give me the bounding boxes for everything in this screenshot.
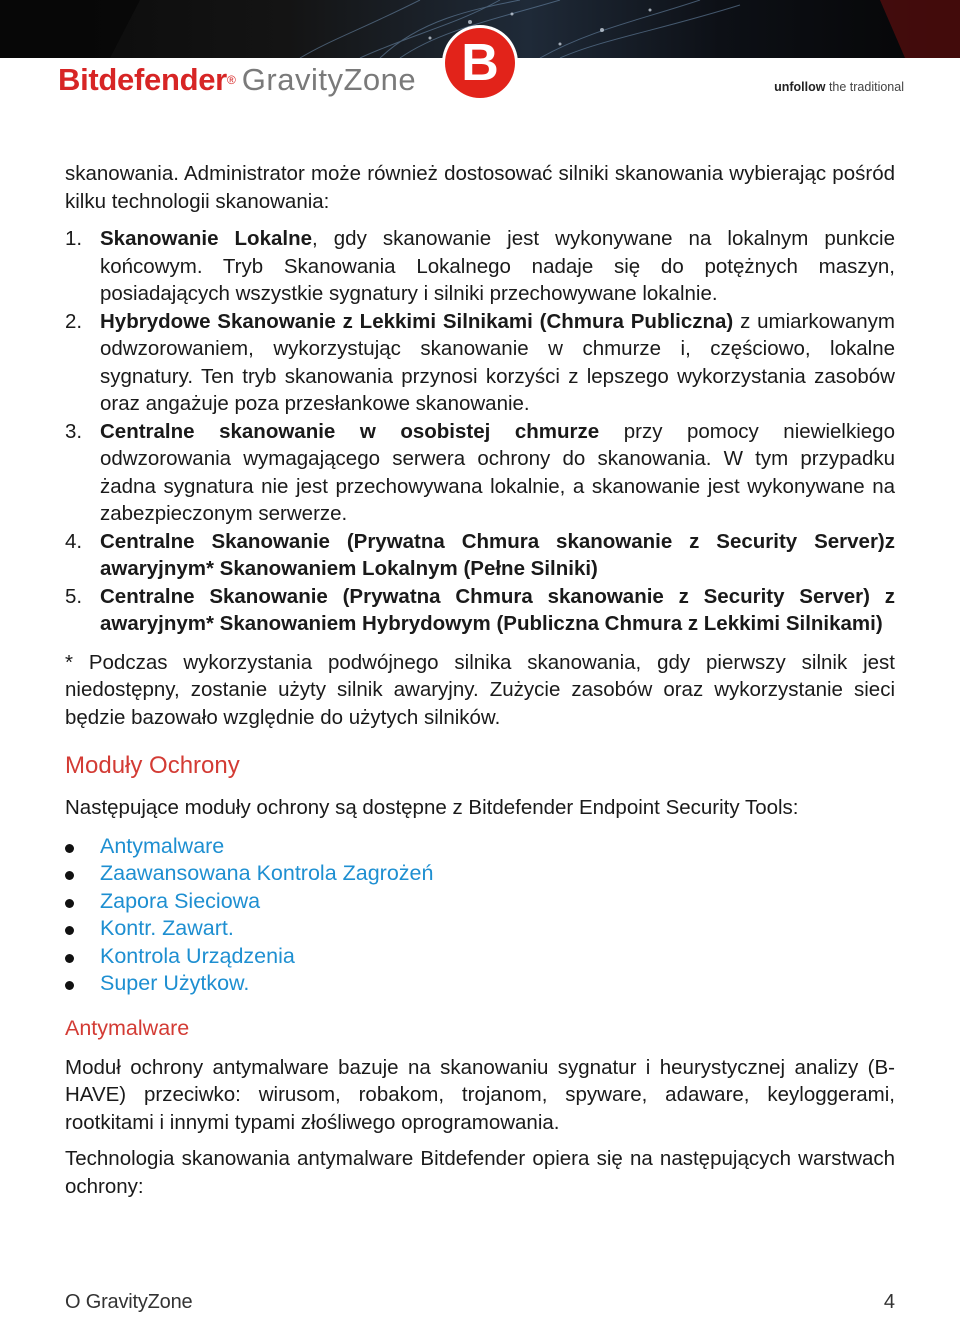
bullet-icon [65, 981, 74, 990]
module-link-firewall[interactable]: Zapora Sieciowa [100, 888, 261, 913]
list-item [65, 418, 895, 528]
list-item [65, 915, 895, 943]
item-number: 2. [65, 309, 83, 333]
item-bold: Centralne skanowanie w osobistej chmurze [100, 419, 600, 443]
tagline [774, 80, 904, 94]
list-item [65, 528, 895, 583]
bullet-icon [65, 899, 74, 908]
antimalware-paragraph: Moduł ochrony antymalware bazuje na skanowaniu sygnatur i heurystycznej analizy (B-HAVE) przeciwko: wirusom, robakom, trojanom, spyware, adaware, keyloggerami, rootkitami i innymi typami złośliwego oprogramowania. [65, 1055, 895, 1134]
antimalware-layers-paragraph: Technologia skanowania antymalware Bitdefender opiera się na następujących warstwach ochrony: [65, 1147, 895, 1198]
product-name: GravityZone [241, 62, 417, 97]
tagline-bold: unfollow [774, 80, 826, 94]
bullet-icon [65, 926, 74, 935]
module-link-content-control[interactable]: Kontr. Zawart. [100, 916, 234, 940]
tagline-rest: the traditional [825, 80, 904, 94]
scan-technologies-list [65, 225, 895, 638]
modules-list [65, 833, 895, 998]
item-text: , gdy skanowanie jest wykonywane na lokalnym punkcie końcowym. Tryb Skanowania Lokalnego nadaje się do potężnych maszyn, posiadających wszystkie sygnatury i silniki przechowywane lokalnie. [100, 227, 896, 305]
bullet-icon [65, 954, 74, 963]
bullet-icon [65, 871, 74, 880]
brand-name: Bitdefender [58, 62, 227, 97]
list-item [65, 308, 895, 418]
main-content [65, 160, 895, 1200]
module-link-antymalware[interactable]: Antymalware [100, 833, 225, 858]
list-item [65, 943, 895, 971]
item-text: przy pomocy niewielkiego odwzorowania wymagającego serwera ochrony do skanowania. W tym przypadku żadna sygnatura nie jest przechowywana lokalnie, a skanowanie jest wykonywane na zabezpieczonym serwerze. [100, 419, 895, 525]
module-link-advanced-threat-control[interactable]: Zaawansowana Kontrola Zagrożeń [100, 861, 434, 885]
intro-paragraph: skanowania. Administrator może również dostosować silniki skanowania wybierając pośród kilku technologii skanowania: [65, 162, 895, 213]
page-header [0, 34, 960, 112]
item-bold: Centralne Skanowanie (Prywatna Chmura skanowanie z Security Server)z awaryjnym* Skanowaniem Lokalnym (Pełne Silniki) [100, 529, 895, 580]
module-link-power-user[interactable]: Super Użytkow. [100, 971, 250, 995]
list-item [65, 225, 895, 308]
list-item [65, 583, 895, 638]
list-item [65, 833, 895, 861]
list-item [65, 888, 895, 916]
item-number: 4. [65, 529, 83, 553]
footer-section-title: O GravityZone [65, 1291, 193, 1313]
item-bold: Hybrydowe Skanowanie z Lekkimi Silnikami (Chmura Publiczna) [100, 309, 734, 333]
item-number: 3. [65, 419, 83, 443]
subsection-title: Antymalware [65, 1015, 190, 1040]
bullet-icon [65, 844, 74, 853]
item-bold: Centralne Skanowanie (Prywatna Chmura skanowanie z Security Server) z awaryjnym* Skanowaniem Hybrydowym (Publiczna Chmura z Lekkimi Silnikami) [100, 584, 895, 635]
section-title: Moduły Ochrony [65, 752, 240, 779]
brand-wordmark [58, 58, 416, 102]
page-number: 4 [883, 1291, 895, 1313]
list-item [65, 970, 895, 998]
bitdefender-logo-icon: B [445, 28, 515, 98]
item-bold: Skanowanie Lokalne [100, 227, 313, 250]
modules-intro: Następujące moduły ochrony są dostępne z Bitdefender Endpoint Security Tools: [65, 796, 799, 819]
item-text: z umiarkowanym odwzorowaniem, wykorzystując skanowanie w chmurze i, częściowo, lokalne sygnatury. Ten tryb skanowania przynosi korzyści z lepszego wykorzystania zasobów oraz angażuje poza przesłankowe skanowanie. [100, 309, 895, 415]
item-number: 5. [65, 584, 83, 608]
list-item [65, 860, 895, 888]
footnote-paragraph: * Podczas wykorzystania podwójnego silnika skanowania, gdy pierwszy silnik jest niedostępny, zostanie użyty silnik awaryjny. Zużycie zasobów oraz wykorzystanie sieci będzie bazowało względnie do użytych silników. [65, 650, 895, 729]
registered-mark: ® [226, 73, 236, 87]
item-number: 1. [65, 227, 83, 250]
module-link-device-control[interactable]: Kontrola Urządzenia [100, 943, 295, 968]
